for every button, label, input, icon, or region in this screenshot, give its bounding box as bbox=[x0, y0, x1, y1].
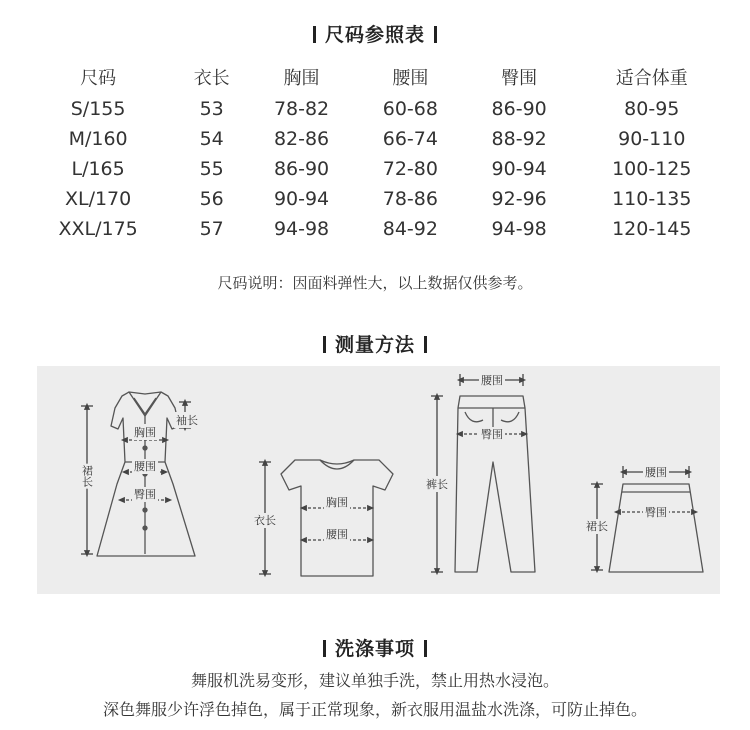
table-row bbox=[20, 154, 730, 184]
skirt-length-label: 裙长 bbox=[586, 520, 608, 533]
care-title bbox=[0, 634, 750, 661]
table-cell: 60-68 bbox=[382, 98, 438, 120]
size-table bbox=[20, 60, 730, 244]
measure-title bbox=[0, 330, 750, 357]
table-row bbox=[20, 184, 730, 214]
dress-sleeve-label: 袖长 bbox=[176, 414, 198, 427]
size-chart-title bbox=[0, 20, 750, 47]
table-row bbox=[20, 124, 730, 154]
header-cell: 适合体重 bbox=[615, 68, 688, 89]
table-cell: 82-86 bbox=[273, 128, 330, 150]
table-cell: 92-96 bbox=[491, 188, 547, 210]
table-cell: 54 bbox=[199, 128, 224, 150]
table-cell: 94-98 bbox=[273, 218, 330, 240]
table-cell: XXL/175 bbox=[58, 218, 138, 240]
table-cell: L/165 bbox=[71, 158, 125, 180]
table-cell: 86-90 bbox=[273, 158, 330, 180]
top-length-label: 衣长 bbox=[254, 514, 276, 527]
pants-waist-label: 腰围 bbox=[481, 374, 503, 387]
table-cell: 100-125 bbox=[612, 158, 692, 180]
table-row bbox=[20, 94, 730, 124]
table-cell: 120-145 bbox=[612, 218, 692, 240]
table-cell: 88-92 bbox=[491, 128, 547, 150]
table-cell: M/160 bbox=[68, 128, 128, 150]
table-cell: 78-86 bbox=[382, 188, 438, 210]
header-cell: 胸围 bbox=[283, 68, 320, 89]
table-cell: 72-80 bbox=[382, 158, 438, 180]
table-row bbox=[20, 214, 730, 244]
skirt-hip-label: 臀围 bbox=[645, 506, 667, 519]
measure-diagram-panel bbox=[37, 366, 720, 594]
header-cell: 臀围 bbox=[501, 68, 538, 89]
top-illustration bbox=[259, 460, 393, 576]
table-cell: 57 bbox=[199, 218, 224, 240]
table-cell: 84-92 bbox=[382, 218, 438, 240]
table-cell: 80-95 bbox=[624, 98, 680, 120]
title-bar-left bbox=[323, 336, 326, 353]
skirt-waist-label: 腰围 bbox=[645, 466, 667, 479]
title-bar-left bbox=[323, 640, 326, 657]
measure-title-text: 测量方法 bbox=[334, 334, 415, 356]
table-cell: S/155 bbox=[70, 98, 126, 120]
table-cell: 78-82 bbox=[273, 98, 330, 120]
title-bar-right bbox=[434, 26, 437, 43]
dress-length-label: 裙长 bbox=[80, 465, 94, 487]
top-chest-label: 胸围 bbox=[326, 496, 348, 509]
table-cell: 90-94 bbox=[491, 158, 547, 180]
table-cell: 53 bbox=[199, 98, 224, 120]
care-line-1: 舞服机洗易变形，建议单独手洗，禁止用热水浸泡。 bbox=[190, 671, 559, 690]
table-cell: 56 bbox=[199, 188, 224, 210]
title-bar-left bbox=[313, 26, 316, 43]
table-cell: 90-110 bbox=[618, 128, 686, 150]
pants-hip-label: 臀围 bbox=[481, 428, 503, 441]
table-cell: XL/170 bbox=[64, 188, 132, 210]
size-table-header-row bbox=[20, 60, 730, 94]
top-waist-label: 腰围 bbox=[326, 528, 348, 541]
dress-chest-label: 胸围 bbox=[134, 426, 156, 439]
table-cell: 110-135 bbox=[612, 188, 692, 210]
pants-illustration bbox=[431, 374, 535, 572]
table-cell: 94-98 bbox=[491, 218, 547, 240]
header-cell: 尺码 bbox=[80, 68, 117, 89]
title-bar-right bbox=[424, 336, 427, 353]
table-cell: 86-90 bbox=[491, 98, 547, 120]
size-chart-title-text: 尺码参照表 bbox=[324, 24, 425, 46]
table-cell: 66-74 bbox=[382, 128, 438, 150]
care-title-text: 洗涤事项 bbox=[334, 638, 415, 660]
title-bar-right bbox=[424, 640, 427, 657]
table-cell: 55 bbox=[199, 158, 224, 180]
header-cell: 衣长 bbox=[193, 68, 230, 89]
dress-waist-label: 腰围 bbox=[134, 460, 156, 473]
size-note: 尺码说明：因面料弹性大，以上数据仅供参考。 bbox=[217, 274, 533, 292]
header-cell: 腰围 bbox=[392, 68, 429, 89]
dress-hip-label: 臀围 bbox=[134, 488, 156, 501]
table-cell: 90-94 bbox=[273, 188, 330, 210]
care-line-2: 深色舞服少许浮色掉色，属于正常现象，新衣服用温盐水洗涤，可防止掉色。 bbox=[102, 700, 647, 719]
pants-length-label: 裤长 bbox=[426, 478, 448, 491]
measure-diagrams bbox=[37, 366, 720, 594]
